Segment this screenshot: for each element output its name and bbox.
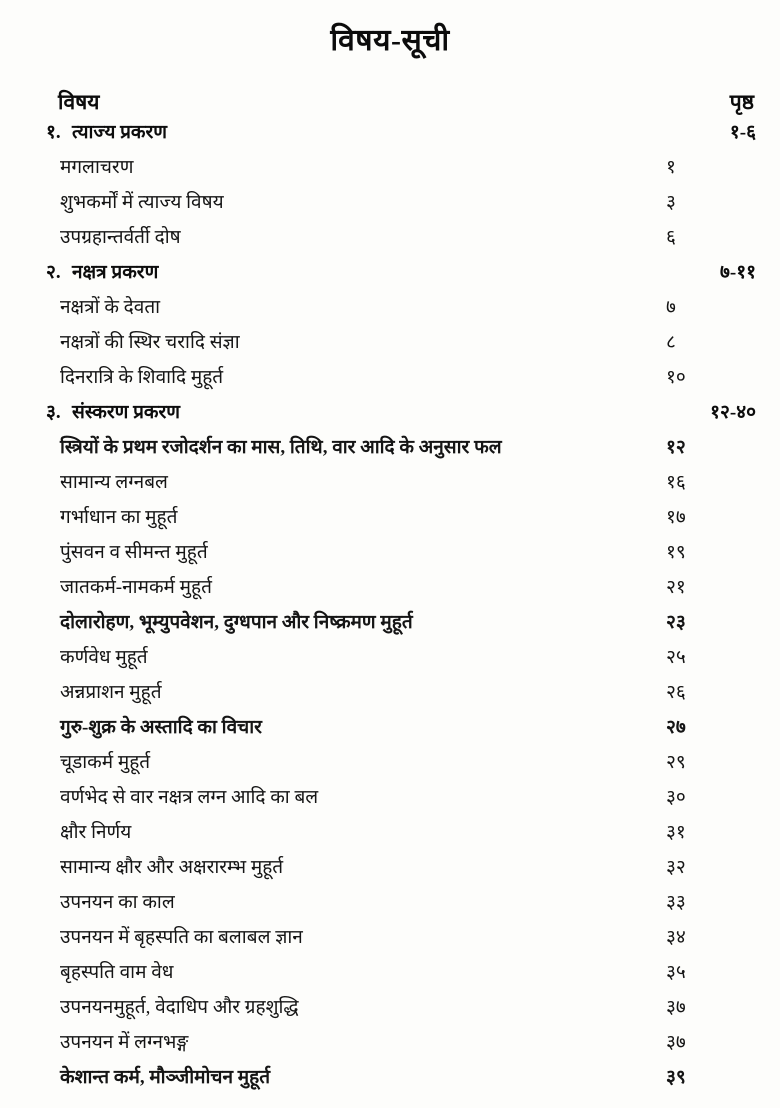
entry-title: सामान्य क्षौर और अक्षरारम्भ मुहूर्त [60,857,284,878]
entry-page-number: ८ [666,332,676,353]
entry-title: स्त्रियों के प्रथम रजोदर्शन का मास, तिथि, वार आदि के अनुसार फल [60,437,502,458]
entry-page-number: ३३ [666,892,686,913]
chapter-page-range: ७-११ [720,262,756,283]
toc-entry-row[interactable] [46,363,758,398]
entry-title: उपनयन में लग्नभङ्ग [60,1032,189,1053]
entry-title: उपनयन का काल [60,892,175,913]
entry-page-number: ३१ [666,822,686,843]
entry-title: नक्षत्रों के देवता [60,297,161,318]
toc-entry-row[interactable] [46,958,758,993]
toc-entry-row[interactable] [46,153,758,188]
toc-entry-row[interactable] [46,608,758,643]
chapter-number: ३. [46,402,61,423]
entry-page-number: २३ [666,612,686,633]
entry-title: गुरु-शुक्र के अस्तादि का विचार [60,717,262,738]
toc-entry-row[interactable] [46,678,758,713]
entry-title: शुभकर्मों में त्याज्य विषय [60,192,224,213]
toc-entry-row[interactable] [46,713,758,748]
entry-page-number: १९ [666,542,686,563]
entry-page-number: १७ [666,507,686,528]
toc-entry-row[interactable] [46,573,758,608]
toc-entry-row[interactable] [46,783,758,818]
toc-entry-row[interactable] [46,923,758,958]
toc-entry-row[interactable] [46,468,758,503]
column-header-subject: विषय [58,90,100,114]
chapter-page-range: १-६ [729,122,756,143]
entry-page-number: २६ [666,682,686,703]
toc-list [0,88,780,1098]
chapter-row[interactable] [46,118,758,153]
entry-title: उपनयनमुहूर्त, वेदाधिप और ग्रहशुद्धि [60,997,299,1018]
toc-entry-row[interactable] [46,993,758,1028]
entry-page-number: ३५ [666,962,686,983]
entry-page-number: ३२ [666,857,686,878]
entry-title: सामान्य लग्नबल [60,472,168,493]
toc-entry-row[interactable] [46,818,758,853]
entry-page-number: ७ [666,297,676,318]
chapter-title: नक्षत्र प्रकरण [72,262,159,283]
toc-entry-row[interactable] [46,328,758,363]
entry-page-number: ३९ [666,1067,686,1088]
toc-entry-row[interactable] [46,293,758,328]
toc-entry-row[interactable] [46,188,758,223]
entry-page-number: ६ [666,227,676,248]
entry-title: उपग्रहान्तर्वर्ती दोष [60,227,181,248]
entry-page-number: १६ [666,472,686,493]
chapter-title: संस्करण प्रकरण [72,402,180,423]
entry-page-number: २१ [666,577,686,598]
toc-body [46,118,758,1098]
entry-title: बृहस्पति वाम वेध [60,962,174,983]
chapter-number: २. [46,262,61,283]
entry-page-number: ३७ [666,997,686,1018]
chapter-title: त्याज्य प्रकरण [72,122,168,143]
entry-title: कर्णवेध मुहूर्त [60,647,148,668]
toc-entry-row[interactable] [46,888,758,923]
entry-title: अन्नप्राशन मुहूर्त [60,682,162,703]
entry-title: मगलाचरण [60,157,134,178]
entry-title: चूडाकर्म मुहूर्त [60,752,151,773]
toc-entry-row[interactable] [46,223,758,258]
entry-page-number: १२ [666,437,686,458]
entry-page-number: ३० [666,787,686,808]
toc-entry-row[interactable] [46,643,758,678]
entry-title: केशान्त कर्म, मौञ्जीमोचन मुहूर्त [60,1067,271,1088]
page-title: विषय-सूची [330,24,450,57]
chapter-row[interactable] [46,258,758,293]
toc-entry-row[interactable] [46,853,758,888]
entry-title: वर्णभेद से वार नक्षत्र लग्न आदि का बल [60,787,319,808]
column-header-page: पृष्ठ [729,90,754,114]
chapter-page-range: १२-४० [710,402,756,423]
entry-title: दिनरात्रि के शिवादि मुहूर्त [60,367,224,388]
entry-title: पुंसवन व सीमन्त मुहूर्त [60,542,208,563]
entry-page-number: २७ [666,717,686,738]
entry-page-number: १० [666,367,686,388]
toc-entry-row[interactable] [46,538,758,573]
entry-title: गर्भाधान का मुहूर्त [60,507,178,528]
entry-title: दोलारोहण, भूम्युपवेशन, दुग्धपान और निष्क्रमण मुहूर्त [60,612,413,633]
toc-entry-row[interactable] [46,1063,758,1098]
entry-page-number: ३ [666,192,676,213]
entry-page-number: २९ [666,752,686,773]
toc-entry-row[interactable] [46,503,758,538]
toc-entry-row[interactable] [46,748,758,783]
toc-entry-row[interactable] [46,433,758,468]
entry-page-number: १ [666,157,676,178]
toc-entry-row[interactable] [46,1028,758,1063]
entry-page-number: २५ [666,647,686,668]
entry-title: उपनयन में बृहस्पति का बलाबल ज्ञान [60,927,303,948]
chapter-row[interactable] [46,398,758,433]
entry-title: नक्षत्रों की स्थिर चरादि संज्ञा [60,332,240,353]
entry-page-number: ३४ [666,927,686,948]
chapter-number: १. [46,122,61,143]
entry-title: जातकर्म-नामकर्म मुहूर्त [60,577,212,598]
entry-page-number: ३७ [666,1032,686,1053]
toc-column-headers [46,88,758,118]
entry-title: क्षौर निर्णय [60,822,132,843]
